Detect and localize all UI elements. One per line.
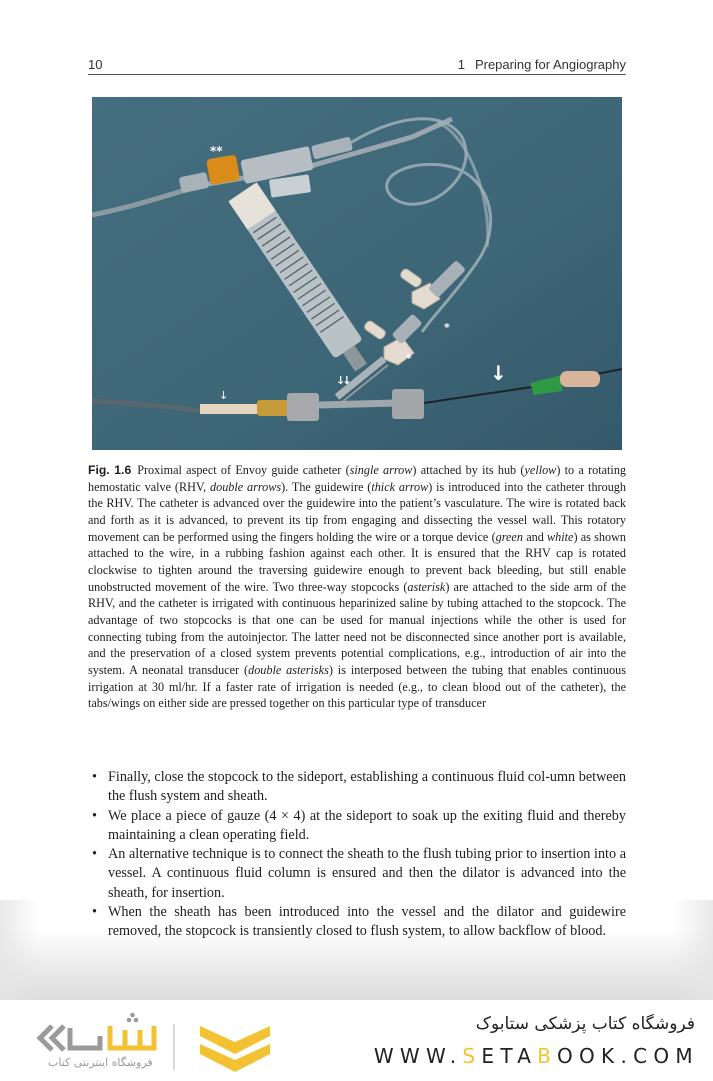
caption-run: and	[522, 529, 548, 544]
setabook-logo[interactable]	[30, 1012, 280, 1076]
url-part-highlight: B	[537, 1044, 557, 1068]
chapter-number: 1	[457, 57, 465, 72]
caption-text	[88, 463, 626, 710]
caption-run: ) to a rotating hemostatic valve (RHV,	[88, 463, 627, 494]
double-asterisk-label: **	[210, 144, 223, 158]
list-item-text: When the sheath has been introduced into the vessel and the dilator and guidewire removed, the stopcock is transiently closed to flush system, to allow backflow of blood.	[108, 904, 626, 940]
caption-run: ) attached by its hub (	[412, 463, 525, 477]
caption-run: ). The guidewire (	[281, 479, 372, 494]
bullet-list	[88, 768, 626, 942]
store-name: فروشگاه کتاب پزشکی ستابوک	[475, 1014, 695, 1034]
url-part: WWW.	[373, 1044, 463, 1068]
url-part: OOK.COM	[556, 1044, 699, 1068]
chapter-title: Preparing for Angiography	[474, 57, 626, 72]
list-item	[88, 807, 626, 846]
page-number: 10	[88, 57, 103, 72]
list-item	[88, 845, 626, 903]
asterisk-label-upper: *	[444, 321, 450, 334]
list-item-text: Finally, close the stopcock to the sideport, establishing a continuous fluid col-umn between the flush system and sheath.	[108, 769, 626, 805]
logo-subtitle: فروشگاه اینترنتی کتاب	[48, 1056, 153, 1069]
figure-photo	[92, 97, 622, 450]
url-part-highlight: S	[462, 1044, 482, 1068]
caption-run: ) as shown attached to the wire, in a rubbing fashion against each other. It is ensured that the RHV cap is rotated clockwise to tighten around the traversing guidewire enough to prevent back bleeding, but still enable unobstructed movement of the wire. Two three-way stopcocks (	[88, 529, 626, 594]
store-url-link[interactable]	[374, 1044, 699, 1068]
double-arrows-icon: ↓↓	[336, 374, 349, 387]
catheter-setup-illustration	[92, 97, 622, 450]
asterisk-label-lower: *	[406, 352, 412, 365]
caption-emphasis: asterisk	[407, 579, 446, 594]
bullet-icon: •	[92, 846, 97, 863]
caption-emphasis: single arrow	[349, 463, 413, 477]
thick-arrow-icon: ↓	[490, 361, 507, 385]
caption-emphasis: double asterisks	[248, 662, 329, 677]
caption-emphasis: thick arrow	[371, 479, 429, 494]
list-item-text: An alternative technique is to connect the sheath to the flush tubing prior to insertion into a vessel. A continuous fluid column is ensured and then the dilator is advanced into the sheath, for insertion.	[108, 846, 626, 901]
caption-emphasis: green	[495, 529, 523, 544]
promo-footer	[0, 1000, 713, 1080]
caption-run: ) are attached to the side arm of the RHV, and the catheter is irrigated with continuous heparinized saline by tubing attached to the stopcock. The advantage of two stopcocks is that one can be used for manual injections while the other is used for connecting tubing from the autoinjector. The latter need not be disconnected since another port is available, and the preservation of a closed system prevents potential complications, e.g., introduction of air into the system. A neonatal transducer (	[88, 579, 626, 677]
chapter-heading	[458, 57, 626, 72]
figure-label: Fig. 1.6	[88, 463, 132, 477]
caption-emphasis: white	[547, 529, 574, 544]
caption-run: Proximal aspect of Envoy guide catheter (	[137, 463, 350, 477]
bullet-icon: •	[92, 769, 97, 785]
list-item	[88, 903, 626, 942]
url-part: ETA	[481, 1044, 538, 1068]
bullet-icon: •	[92, 807, 97, 824]
list-item	[88, 768, 626, 807]
caption-run: ) is interposed between the tubing that enables continuous irrigation at 30 ml/hr. If a faster rate of irrigation is needed (e.g., to clean blood out of the catheter), the tabs/wings on either side are pressed together on this particular type of transducer	[88, 662, 627, 711]
single-arrow-icon: ↓	[219, 389, 229, 402]
caption-emphasis: yellow	[524, 463, 557, 477]
figure-caption	[88, 462, 626, 712]
caption-emphasis: double arrows	[210, 479, 282, 494]
running-head	[88, 56, 626, 75]
caption-run: ) is introduced into the catheter through the RHV. The catheter is advanced over the guidewire into the patient’s vasculature. The wire is rotated back and forth as it is advanced, to prevent its tip from engaging and dissecting the vessel wall. This rotatory movement can be performed using the fingers holding the wire or a torque device (	[88, 479, 626, 544]
bullet-icon: •	[92, 904, 97, 921]
list-item-text: We place a piece of gauze (4 × 4) at the sideport to soak up the exiting fluid and thereby maintaining a clean operating field.	[108, 807, 626, 843]
